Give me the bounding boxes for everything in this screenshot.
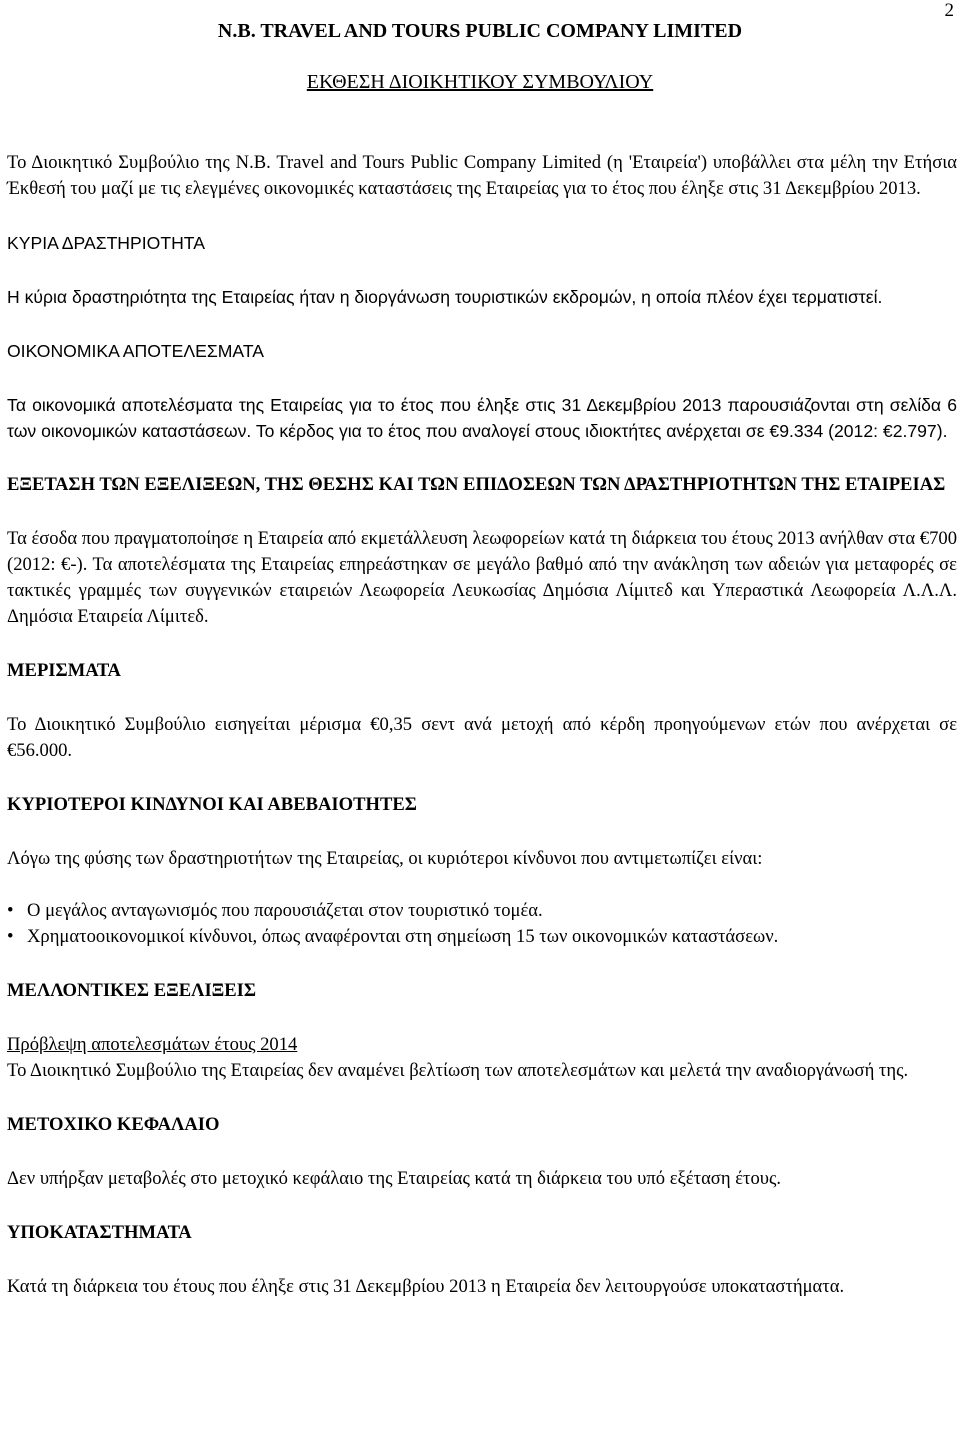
future-paragraph: Το Διοικητικό Συμβούλιο της Εταιρείας δεν αναμένει βελτίωση των αποτελεσμάτων και μελετά την αναδιοργάνωσή της.	[7, 1060, 909, 1081]
company-name: N.B. TRAVEL AND TOURS PUBLIC COMPANY LIMITED	[217, 20, 743, 42]
review-paragraph: Τα έσοδα που πραγματοποίησε η Εταιρεία από εκμετάλλευση λεωφορείων κατά τη διάρκεια του έτους 2013 ανήλθαν στα €700 (2012: €-). Τα αποτελέσματα της Εταιρείας επηρεάστηκαν σε μεγάλο βαθμό από την ανάκληση των αδειών για μεταφορές σε τακτικές γραμμές των συγγενικών εταιρειών Λεωφορεία Λευκωσίας Δημόσια Λίμιτεδ και Υπεραστικά Λεωφορεία Λ.Λ.Λ. Δημόσια Εταιρεία Λίμιτεδ.	[7, 528, 957, 627]
heading-main-activity: ΚΥΡΙΑ ΔΡΑΣΤΗΡΙΟΤΗΤΑ	[7, 233, 205, 253]
main-activity-paragraph: Η κύρια δραστηριότητα της Εταιρείας ήταν η διοργάνωση τουριστικών εκδρομών, η οποία πλέον έχει τερματιστεί.	[7, 287, 883, 307]
risks-paragraph: Λόγω της φύσης των δραστηριοτήτων της Εταιρείας, οι κυριότεροι κίνδυνοι που αντιμετωπίζει είναι:	[7, 848, 763, 869]
heading-financial-results: ΟΙΚΟΝΟΜΙΚΑ ΑΠΟΤΕΛΕΣΜΑΤΑ	[7, 341, 265, 361]
heading-review: ΕΞΕΤΑΣΗ ΤΩΝ ΕΞΕΛΙΞΕΩΝ, ΤΗΣ ΘΕΣΗΣ ΚΑΙ ΤΩΝ ΕΠΙΔΟΣΕΩΝ ΤΩΝ ΔΡΑΣΤΗΡΙΟΤΗΤΩΝ ΤΗΣ ΕΤΑΙΡΕΙΑΣ	[7, 474, 946, 495]
financial-results-paragraph: Τα οικονομικά αποτελέσματα της Εταιρείας για το έτος που έληξε στις 31 Δεκεμβρίου 2013 παρουσιάζονται στη σελίδα 6 των οικονομικών καταστάσεων. Το κέρδος για το έτος που αναλογεί στους ιδιοκτήτες ανέρχεται σε €9.334 (2012: €2.797).	[7, 395, 957, 441]
page-number: 2	[944, 0, 954, 21]
dividends-paragraph: Το Διοικητικό Συμβούλιο εισηγείται μέρισμα €0,35 σεντ ανά μετοχή από κέρδη προηγούμενων ετών που ανέρχεται σε €56.000.	[7, 714, 957, 761]
bullet-icon: •	[7, 926, 14, 947]
share-capital-paragraph: Δεν υπήρξαν μεταβολές στο μετοχικό κεφάλαιο της Εταιρείας κατά τη διάρκεια του υπό εξέταση έτους.	[7, 1168, 782, 1189]
heading-risks: ΚΥΡΙΟΤΕΡΟΙ ΚΙΝΔΥΝΟΙ ΚΑΙ ΑΒΕΒΑΙΟΤΗΤΕΣ	[7, 794, 417, 815]
bullet-icon: •	[7, 900, 14, 921]
list-item: • Χρηματοοικονομικοί κίνδυνοι, όπως αναφέρονται στη σημείωση 15 των οικονομικών καταστάσεων.	[7, 924, 957, 950]
heading-branches: ΥΠΟΚΑΤΑΣΤΗΜΑΤΑ	[7, 1222, 192, 1243]
document-body	[7, 150, 957, 1300]
heading-share-capital: ΜΕΤΟΧΙΚΟ ΚΕΦΑΛΑΙΟ	[7, 1114, 220, 1135]
heading-future: ΜΕΛΛΟΝΤΙΚΕΣ ΕΞΕΛΙΞΕΙΣ	[7, 980, 257, 1001]
heading-dividends: ΜΕΡΙΣΜΑΤΑ	[7, 660, 121, 681]
branches-paragraph: Κατά τη διάρκεια του έτους που έληξε στις 31 Δεκεμβρίου 2013 η Εταιρεία δεν λειτουργούσε υποκαταστήματα.	[7, 1276, 845, 1297]
intro-paragraph: Το Διοικητικό Συμβούλιο της N.B. Travel and Tours Public Company Limited (η 'Εταιρεία') υποβάλλει στα μέλη την Ετήσια Έκθεσή του μαζί με τις ελεγμένες οικονομικές καταστάσεις της Εταιρείας για το έτος που έληξε στις 31 Δεκεμβρίου 2013.	[7, 152, 957, 199]
list-item: • Ο μεγάλος ανταγωνισμός που παρουσιάζεται στον τουριστικό τομέα.	[7, 898, 957, 924]
risks-list	[7, 898, 957, 950]
report-title: ΕΚΘΕΣΗ ΔΙΟΙΚΗΤΙΚΟΥ ΣΥΜΒΟΥΛΙΟΥ	[306, 71, 654, 93]
future-subheading: Πρόβλεψη αποτελεσμάτων έτους 2014	[7, 1034, 298, 1055]
